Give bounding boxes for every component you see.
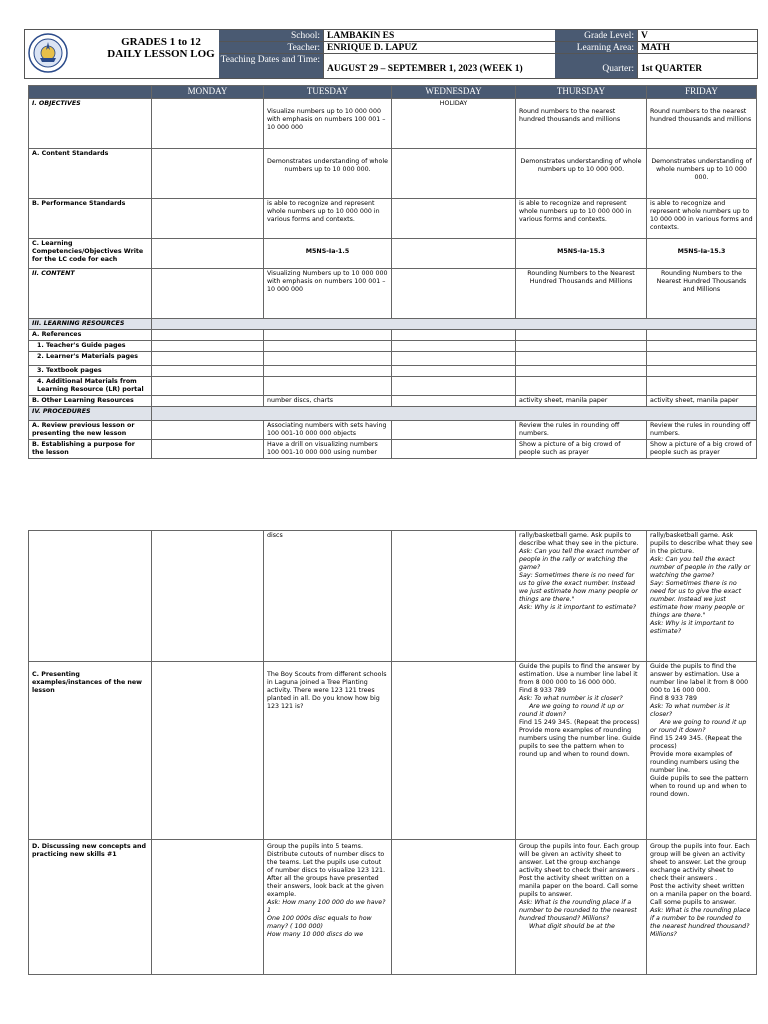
- row-purpose-continued: discs rally/basketball game. Ask pupils to describe what they see in the picture. Ask: Can you tell the exact number of people in the rally or watching the game? Say: Sometimes there is no need for us to give the exact number. Instead we just estimate how many people or things are there." Ask: Why is it important to estimate? rally/basketball game. Ask pupils to describe what they see in the picture. Ask: Can you tell the exact number of people in the rally or watching the game? Say: Sometimes there is no need for us to give the exact number. Instead we just estimate how many people or things are there." Ask: Why is it important to estimate?: [29, 531, 757, 662]
- teacher-value: ENRIQUE D. LAPUZ: [323, 42, 555, 54]
- row-review: A. Review previous lesson or presenting the new lesson Associating numbers with sets having 100 001-10 000 000 objects Review the rules in rounding off numbers. Review the rules in rounding off numbers.: [29, 421, 757, 440]
- deped-seal-icon: [28, 33, 68, 73]
- row-procedures: IV. PROCEDURES: [29, 407, 757, 421]
- school-label: School:: [219, 30, 323, 42]
- area-label: Learning Area:: [555, 42, 637, 54]
- quarter-label: Quarter:: [555, 54, 637, 78]
- dates-label: Teaching Dates and Time:: [219, 54, 323, 78]
- dll-header: [24, 29, 758, 79]
- row-content-standards: A. Content Standards Demonstrates understanding of whole numbers up to 10 000 000. Demonstrates understanding of whole numbers up to 10 000 000. Demonstrates understanding of whole numbers up to 10 000 000.: [29, 149, 757, 199]
- row-content: II. CONTENT Visualizing Numbers up to 10 000 000 with emphasis on numbers 100 001 – 10 000 000 Rounding Numbers to the Nearest Hundred Thousands and Millions Rounding Numbers to the Nearest Hundred Thousands and Millions: [29, 269, 757, 319]
- row-textbook: 3. Textbook pages: [29, 366, 757, 377]
- row-competencies: C. Learning Competencies/Objectives Write for the LC code for each M5NS-Ia-1.5 M5NS-Ia-15.3 M5NS-Ia-15.3: [29, 239, 757, 269]
- day-friday: FRIDAY: [647, 86, 757, 99]
- quarter-value: 1st QUARTER: [637, 54, 757, 78]
- day-tuesday: TUESDAY: [264, 86, 392, 99]
- row-purpose: B. Establishing a purpose for the lesson Have a drill on visualizing numbers 100 001-10 000 000 using number Show a picture of a big crowd of people such as prayer Show a picture of a big crowd of people such as prayer: [29, 440, 757, 459]
- row-discussing-concepts: D. Discussing new concepts and practicing new skills #1 Group the pupils into 5 teams. Distribute cutouts of number discs to the teams. Let the pupils use cutout of number discs to visualize 123 121. After all the groups have presented their answers, look back at the given example. Ask: How many 100 000 do we have? 1 One 100 000s disc equals to how many? ( 100 000) How many 10 000 discs do we Group the pupils into four. Each group will be given an activity sheet to answer. Let the group exchange activity sheet to check their answers . Post the activity sheet written on a manila paper on the board. Call some pupils to answer. Ask: What is the rounding place if a number to be rounded to the nearest hundred thousand? Millions? What digit should be at the Group the pupils into four. Each group will be given an activity sheet to answer. Let the group exchange activity sheet to check their answers . Post the activity sheet written on a manila paper on the board. Call some pupils to answer. Ask: What is the rounding place if a number to be rounded to the nearest hundred thousand? Millions?: [29, 840, 757, 975]
- day-header-row: [29, 86, 757, 99]
- dll-title: GRADES 1 to 12 DAILY LESSON LOG: [107, 36, 215, 60]
- row-references: A. References: [29, 330, 757, 341]
- day-monday: MONDAY: [152, 86, 264, 99]
- row-learning-resources: III. LEARNING RESOURCES: [29, 319, 757, 330]
- row-learners-materials: 2. Learner's Materials pages: [29, 352, 757, 366]
- dates-value: AUGUST 29 – SEPTEMBER 1, 2023 (WEEK 1): [323, 54, 555, 78]
- row-presenting-examples: C. Presenting examples/instances of the new lesson The Boy Scouts from different schools in Laguna joined a Tree Planting activity. There were 123 121 trees planted in all. Do you know how big 123 121 is? Guide the pupils to find the answer by estimation. Use a number line label it from 8 000 000 to 16 000 000. Find 8 933 789 Ask: To what number is it closer? Are we going to round it up or round it down? Find 15 249 345. (Repeat the process) Provide more examples of rounding numbers using the number line. Guide pupils to see the pattern when to round up and when to round down. Guide the pupils to find the answer by estimation. Use a number line label it from 8 000 000 to 16 000 000. Find 8 933 789 Ask: To what number is it closer? Are we going to round it up or round it down? Find 15 249 345. (Repeat the process) Provide more examples of rounding numbers using the number line. Guide pupils to see the pattern when to round up and when to round down.: [29, 662, 757, 840]
- row-additional-materials: 4. Additional Materials from Learning Resource (LR) portal: [29, 377, 757, 396]
- corner-cell: [29, 86, 152, 99]
- area-value: MATH: [637, 42, 757, 54]
- lesson-log-table-page1: [28, 85, 757, 459]
- teacher-label: Teacher:: [219, 42, 323, 54]
- day-thursday: THURSDAY: [516, 86, 647, 99]
- lesson-log-table-page2: [28, 530, 757, 975]
- day-wednesday: WEDNESDAY: [392, 86, 516, 99]
- grade-label: Grade Level:: [555, 30, 637, 42]
- row-teachers-guide: 1. Teacher's Guide pages: [29, 341, 757, 352]
- grade-value: V: [637, 30, 757, 42]
- row-other-resources: B. Other Learning Resources number discs, charts activity sheet, manila paper activity sheet, manila paper: [29, 396, 757, 407]
- school-value: LAMBAKIN ES: [323, 30, 555, 42]
- row-performance-standards: B. Performance Standards is able to recognize and represent whole numbers up to 10 000 000 in various forms and contexts. is able to recognize and represent whole numbers up to 10 000 000 in various forms and contexts. is able to recognize and represent whole numbers up to 10 000 000 in various forms and contexts.: [29, 199, 757, 239]
- row-objectives: I. OBJECTIVES Visualize numbers up to 10 000 000 with emphasis on numbers 100 001 – 10 000 000 HOLIDAY Round numbers to the nearest hundred thousands and millions Round numbers to the nearest hundred thousands and millions: [29, 99, 757, 149]
